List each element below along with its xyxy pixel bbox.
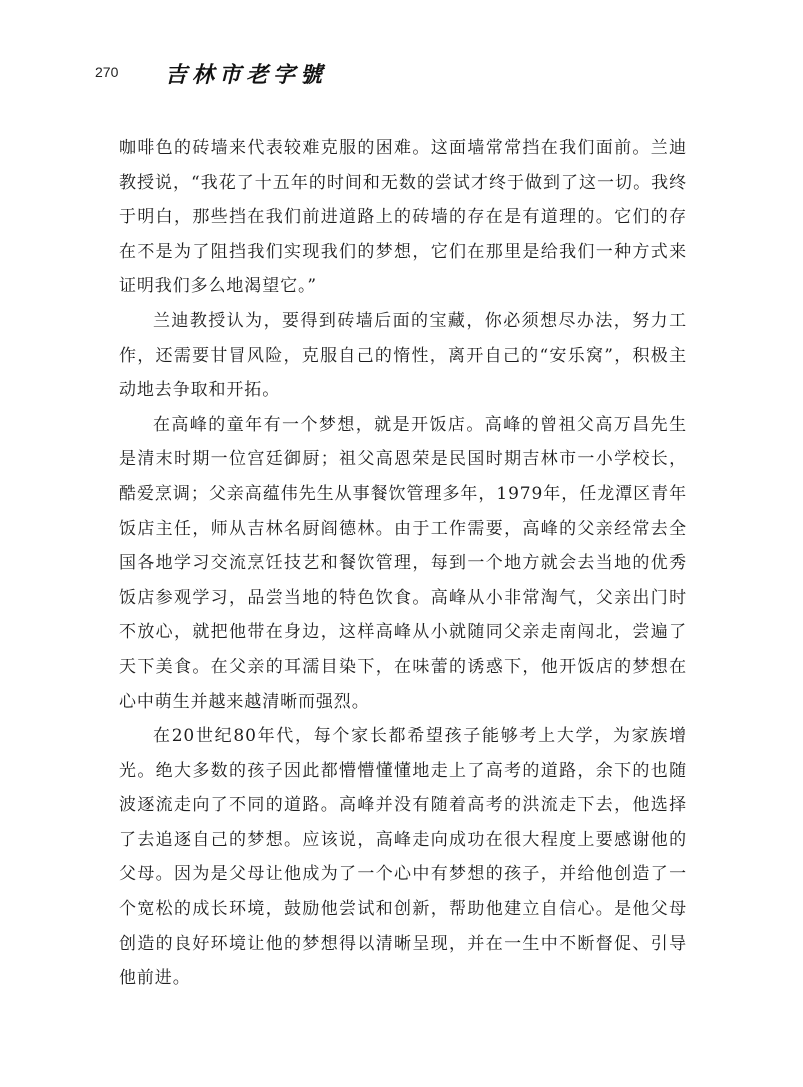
running-title: 吉林市老字號 bbox=[165, 62, 328, 88]
paragraph-4: 在20世纪80年代，每个家长都希望孩子能够考上大学，为家族增光。绝大多数的孩子因此都懵懵懂懂地走上了高考的道路，余下的也随波逐流走向了不同的道路。高峰并没有随着高考的洪流走下去，他选择了去追逐自己的梦想。应该说，高峰走向成功在很大程度上要感谢他的父母。因为是父母让他成为了一个心中有梦想的孩子，并给他创造了一个宽松的成长环境，鼓励他尝试和创新，帮助他建立自信心。是他父母创造的良好环境让他的梦想得以清晰呈现，并在一生中不断督促、引导他前进。 bbox=[119, 726, 687, 989]
page-number: 270 bbox=[95, 64, 119, 80]
body-text bbox=[119, 131, 687, 996]
paragraph-3: 在高峰的童年有一个梦想，就是开饭店。高峰的曾祖父高万昌先生是清末时期一位宫廷御厨；祖父高恩荣是民国时期吉林市一小学校长，酷爱烹调；父亲高蕴伟先生从事餐饮管理多年，1979年，任龙潭区青年饭店主任，师从吉林名厨阎德林。由于工作需要，高峰的父亲经常去全国各地学习交流烹饪技艺和餐饮管理，每到一个地方就会去当地的优秀饭店参观学习，品尝当地的特色饮食。高峰从小非常淘气，父亲出门时不放心，就把他带在身边，这样高峰从小就随同父亲走南闯北，尝遍了天下美食。在父亲的耳濡目染下，在味蕾的诱惑下，他开饭店的梦想在心中萌生并越来越清晰而强烈。 bbox=[119, 414, 687, 712]
paragraph-2: 兰迪教授认为，要得到砖墙后面的宝藏，你必须想尽办法，努力工作，还需要甘冒风险，克服自己的惰性，离开自己的“安乐窝”，积极主动地去争取和开拓。 bbox=[119, 310, 687, 401]
paragraph-1: 咖啡色的砖墙来代表较难克服的困难。这面墙常常挡在我们面前。兰迪教授说，“我花了十五年的时间和无数的尝试才终于做到了这一切。我终于明白，那些挡在我们前进道路上的砖墙的存在是有道理的。它们的存在不是为了阻挡我们实现我们的梦想，它们在那里是给我们一种方式来证明我们多么地渴望它。” bbox=[119, 138, 687, 297]
page-header bbox=[95, 58, 715, 92]
